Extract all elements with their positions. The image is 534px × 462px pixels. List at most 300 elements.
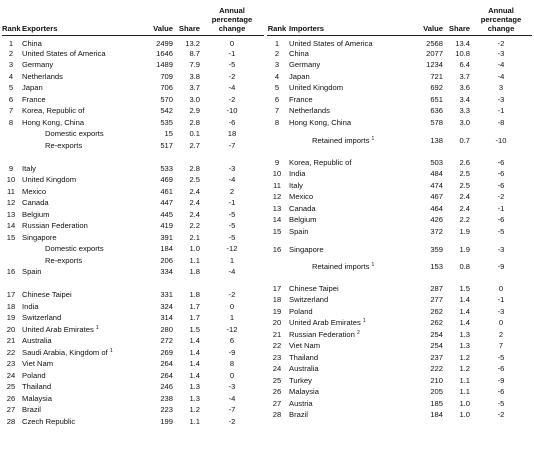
table-row [267,352,532,364]
country-cell [20,220,143,232]
importers-header: Importers [287,3,410,35]
rank-header: Rank [267,3,287,35]
rank-cell [2,140,20,152]
table-row [2,232,264,244]
value-cell: 464 [430,203,443,213]
table-row [267,214,532,226]
country-name: Germany [289,60,321,70]
rank-cell: 17 [6,290,16,300]
footnote-marker: 1 [109,347,113,354]
rank-cell: 12 [272,192,282,202]
share-cell: 1.4 [189,336,200,346]
value-cell: 199 [160,416,173,426]
share-cell: 3.7 [189,83,200,93]
footnote-marker: 1 [371,136,375,142]
table-row [2,82,264,94]
rank-cell: 16 [6,267,16,277]
table-row [2,209,264,221]
value-cell: 484 [430,169,443,179]
change-cell: -4 [497,60,505,70]
share-cell: 13.4 [455,38,470,48]
change-cell: 7 [498,341,504,351]
exporters-header: Exporters [20,3,143,35]
change-cell: -3 [497,48,505,58]
change-cell: 1 [229,313,235,323]
value-cell: 238 [160,393,173,403]
share-cell: 1.2 [189,405,200,415]
country-name: Czech Republic [22,416,76,426]
country-cell [20,94,143,106]
table-row [267,237,532,254]
rank-cell: 26 [6,393,16,403]
country-name: Switzerland [289,295,329,305]
value-cell: 15 [164,129,173,139]
country-cell [287,191,410,203]
change-cell: -6 [497,157,505,167]
change-cell: -2 [497,192,505,202]
country-name: Canada [289,203,316,213]
country-cell [20,243,143,255]
share-cell: 1.4 [459,318,470,328]
rank-cell: 1 [274,38,280,48]
change-cell: 0 [229,38,235,48]
country-name: Canada [22,198,49,208]
country-cell [20,381,143,393]
share-cell: 1.4 [459,306,470,316]
share-cell: 1.4 [189,347,200,357]
table-row [2,35,264,48]
country-cell [20,301,143,313]
country-name: Japan [22,83,43,93]
change-cell: -6 [497,387,505,397]
exporters-table [2,3,264,427]
table-row [267,386,532,398]
country-cell [287,283,410,295]
table-row [2,301,264,313]
value-cell: 210 [430,375,443,385]
share-cell: 2.4 [459,192,470,202]
share-cell: 1.1 [189,416,200,426]
rank-cell: 9 [274,157,280,167]
rank-cell: 12 [6,198,16,208]
value-cell: 184 [160,244,173,254]
rank-cell: 4 [274,71,280,81]
rank-cell: 23 [272,352,282,362]
rank-cell: 15 [6,232,16,242]
country-name: Re-exports [45,140,83,150]
rank-cell: 14 [272,215,282,225]
value-cell: 222 [430,364,443,374]
table-row [2,404,264,416]
value-cell: 254 [430,329,443,339]
change-cell: -3 [497,306,505,316]
value-cell: 359 [430,245,443,254]
country-name: United Kingdom [289,83,344,93]
country-name: Spain [289,226,309,236]
country-cell [287,157,410,169]
country-name: Chinese Taipei [289,283,339,293]
country-name: Singapore [289,245,324,254]
value-cell: 334 [160,267,173,277]
table-row [2,117,264,129]
value-cell: 2499 [156,38,173,48]
country-cell [20,174,143,186]
country-name: Viet Nam [289,341,321,351]
rank-cell: 11 [7,186,15,196]
country-name: China [22,38,42,48]
table-subrow [2,243,264,255]
country-name: Brazil [22,405,41,415]
rank-cell: 19 [272,306,282,316]
footnote-marker: 1 [371,262,375,268]
value-cell: 287 [430,283,443,293]
share-cell: 2.2 [189,221,200,231]
share-cell: 2.6 [459,157,470,167]
change-cell: 3 [498,83,504,93]
country-cell [287,48,410,60]
table-row [2,416,264,428]
table-row [2,197,264,209]
rank-cell: 4 [8,71,14,81]
table-row [2,347,264,359]
country-cell [20,48,143,60]
country-name: Turkey [289,375,312,385]
table-row [267,340,532,352]
country-cell [20,82,143,94]
share-cell: 2.4 [189,186,200,196]
country-name: Malaysia [289,387,319,397]
country-cell [287,180,410,192]
rank-cell: 8 [8,117,14,127]
country-name: India [289,169,306,179]
country-name: India [22,301,39,311]
country-name: Belgium [22,209,50,219]
table-subrow [267,254,532,271]
value-cell: 262 [430,306,443,316]
share-cell: 1.3 [189,393,200,403]
change-cell: -2 [497,38,505,48]
table-subrow [267,128,532,145]
country-cell [20,324,143,336]
share-cell: 2.5 [189,175,200,185]
value-cell: 254 [430,341,443,351]
country-name: Mexico [22,186,47,196]
rank-cell: 10 [272,169,282,179]
rank-cell: 13 [6,209,16,219]
value-header: Value [143,3,173,35]
rank-cell: 27 [272,398,282,408]
value-cell: 2077 [426,48,443,58]
change-cell: 0 [498,318,504,328]
value-cell: 324 [160,301,173,311]
country-cell [287,94,410,106]
value-cell: 331 [160,290,173,300]
table-row [2,71,264,83]
rank-cell: 5 [8,83,14,93]
table-row [267,180,532,192]
share-header: Share [443,3,470,35]
country-name: France [289,94,313,104]
share-cell: 1.3 [189,382,200,392]
country-name: Re-exports [45,255,83,265]
share-cell: 7.9 [189,60,200,70]
table-row [2,59,264,71]
change-cell: -2 [228,71,236,81]
share-cell: 1.3 [459,341,470,351]
share-cell: 1.0 [459,398,470,408]
table-subrow [2,128,264,140]
country-name: Hong Kong, China [289,117,352,127]
table-row [267,329,532,341]
rank-cell [2,255,20,267]
country-cell [287,398,410,410]
rank-cell: 10 [6,175,16,185]
country-cell [20,335,143,347]
value-cell: 469 [160,175,173,185]
value-cell: 185 [430,398,443,408]
table-subrow [2,140,264,152]
change-cell: -3 [228,163,236,173]
value-cell: 426 [430,215,443,225]
exporters-header-row [2,3,264,35]
change-cell: -6 [497,169,505,179]
rank-cell: 14 [6,221,16,231]
change-cell: -4 [497,71,505,81]
rank-cell: 26 [272,387,282,397]
share-cell: 1.4 [189,359,200,369]
country-cell [20,59,143,71]
country-name: Austria [289,398,313,408]
change-cell: -1 [497,106,505,116]
rank-header: Rank [2,3,20,35]
share-cell: 1.2 [459,364,470,374]
country-name: Poland [289,306,313,316]
value-cell: 138 [430,136,443,145]
country-name: Malaysia [22,393,52,403]
country-name: Netherlands [289,106,330,116]
country-cell [287,254,410,271]
change-cell: 0 [229,301,235,311]
share-cell: 1.1 [459,375,470,385]
change-cell: -2 [497,410,505,420]
country-cell [20,370,143,382]
rank-cell: 21 [272,329,282,339]
share-cell: 1.5 [189,324,200,334]
change-cell: -3 [497,94,505,104]
country-name: China [289,48,309,58]
value-cell: 578 [430,117,443,127]
table-row [2,94,264,106]
footnote-marker: 1 [362,318,366,325]
share-cell: 3.6 [459,83,470,93]
value-cell: 280 [160,324,173,334]
table-row [267,117,532,129]
share-cell: 1.9 [459,245,470,254]
annual-change-header: Annual percentage change [470,3,532,35]
value-cell: 517 [160,140,173,150]
rank-cell: 15 [272,226,282,236]
change-cell: -5 [228,209,236,219]
table-row [267,82,532,94]
rank-cell: 21 [6,336,16,346]
rank-cell: 5 [274,83,280,93]
change-cell: -2 [228,416,236,426]
share-cell: 3.3 [459,106,470,116]
rank-cell: 3 [274,60,280,70]
value-cell: 447 [160,198,173,208]
value-header: Value [410,3,443,35]
importers-body [267,35,532,421]
country-name: Domestic exports [45,244,104,254]
change-cell: -6 [497,364,505,374]
exporters-body [2,35,264,427]
table-row [267,48,532,60]
country-name: Netherlands [22,71,63,81]
value-cell: 651 [430,94,443,104]
rank-cell: 16 [272,245,282,254]
country-cell [20,197,143,209]
share-cell: 1.0 [189,244,200,254]
country-name: Brazil [289,410,308,420]
country-cell [287,340,410,352]
country-name: Saudi Arabia, Kingdom of [22,347,108,357]
country-name: Germany [22,60,54,70]
change-cell: -1 [497,295,505,305]
change-cell: 18 [227,129,237,139]
value-cell: 461 [160,186,173,196]
change-cell: -3 [497,245,505,254]
value-cell: 237 [430,352,443,362]
country-name: Belgium [289,215,317,225]
share-cell: 2.4 [459,203,470,213]
share-cell: 1.3 [459,329,470,339]
change-cell: -1 [228,48,236,58]
country-cell [20,140,143,152]
share-cell: 1.5 [459,283,470,293]
share-header: Share [173,3,200,35]
value-cell: 391 [160,232,173,242]
share-cell: 1.1 [189,255,200,265]
country-cell [287,35,410,48]
country-cell [287,117,410,129]
value-cell: 706 [160,83,173,93]
footnote-marker: 2 [356,329,360,336]
country-name: Japan [289,71,310,81]
share-cell: 3.0 [189,94,200,104]
table-row [267,203,532,215]
share-cell: 1.4 [459,295,470,305]
value-cell: 262 [430,318,443,328]
table-row [267,375,532,387]
table-row [2,312,264,324]
country-cell [287,71,410,83]
share-cell: 2.2 [459,215,470,225]
rank-cell: 2 [274,48,280,58]
value-cell: 277 [430,295,443,305]
share-cell: 2.9 [189,106,200,116]
table-row [267,105,532,117]
share-cell: 2.7 [189,140,200,150]
rank-cell: 6 [8,94,14,104]
rank-cell: 7 [8,106,14,116]
value-cell: 721 [430,71,443,81]
share-cell: 2.4 [189,209,200,219]
footnote-marker: 1 [95,324,99,331]
country-cell [20,266,143,278]
country-name: United Arab Emirates [289,318,361,328]
table-row [2,289,264,301]
change-cell: -4 [228,83,236,93]
change-cell: 0 [229,370,235,380]
country-cell [20,163,143,175]
rank-cell: 1 [8,38,14,48]
share-cell: 1.8 [189,267,200,277]
rank-cell: 28 [272,410,282,420]
country-name: Australia [289,364,319,374]
rank-cell [2,128,20,140]
annual-change-header: Annual percentage change [200,3,264,35]
table-row [267,168,532,180]
value-cell: 205 [430,387,443,397]
rank-cell: 17 [272,283,282,293]
value-cell: 1234 [426,60,443,70]
table-row [2,393,264,405]
country-cell [287,59,410,71]
value-cell: 223 [160,405,173,415]
country-cell [20,186,143,198]
table-row [267,35,532,48]
table-row [2,105,264,117]
share-cell: 3.7 [459,71,470,81]
country-cell [287,352,410,364]
country-cell [20,393,143,405]
country-cell [287,237,410,254]
country-name: Poland [22,370,46,380]
table-row [2,358,264,370]
country-cell [20,404,143,416]
value-cell: 153 [430,262,443,271]
share-cell: 13.2 [185,38,200,48]
value-cell: 2568 [426,38,443,48]
share-cell: 2.5 [459,180,470,190]
value-cell: 372 [430,226,443,236]
change-cell: -9 [497,262,505,271]
spacer-row [2,151,264,163]
table-row [267,363,532,375]
rank-cell: 23 [6,359,16,369]
rank-cell: 3 [8,60,14,70]
table-row [2,370,264,382]
share-cell: 0.7 [459,136,470,145]
value-cell: 636 [430,106,443,116]
importers-header-row [267,3,532,35]
country-cell [287,82,410,94]
value-cell: 206 [160,255,173,265]
rank-cell [267,254,287,271]
table-row [267,294,532,306]
value-cell: 570 [160,94,173,104]
rank-cell: 27 [6,405,16,415]
change-cell: -5 [228,221,236,231]
change-cell: -10 [226,106,238,116]
change-cell: -4 [228,175,236,185]
country-name: United States of America [22,48,106,58]
share-cell: 10.8 [455,48,470,58]
country-cell [20,105,143,117]
change-cell: -12 [226,324,238,334]
value-cell: 445 [160,209,173,219]
change-cell: 2 [229,186,235,196]
